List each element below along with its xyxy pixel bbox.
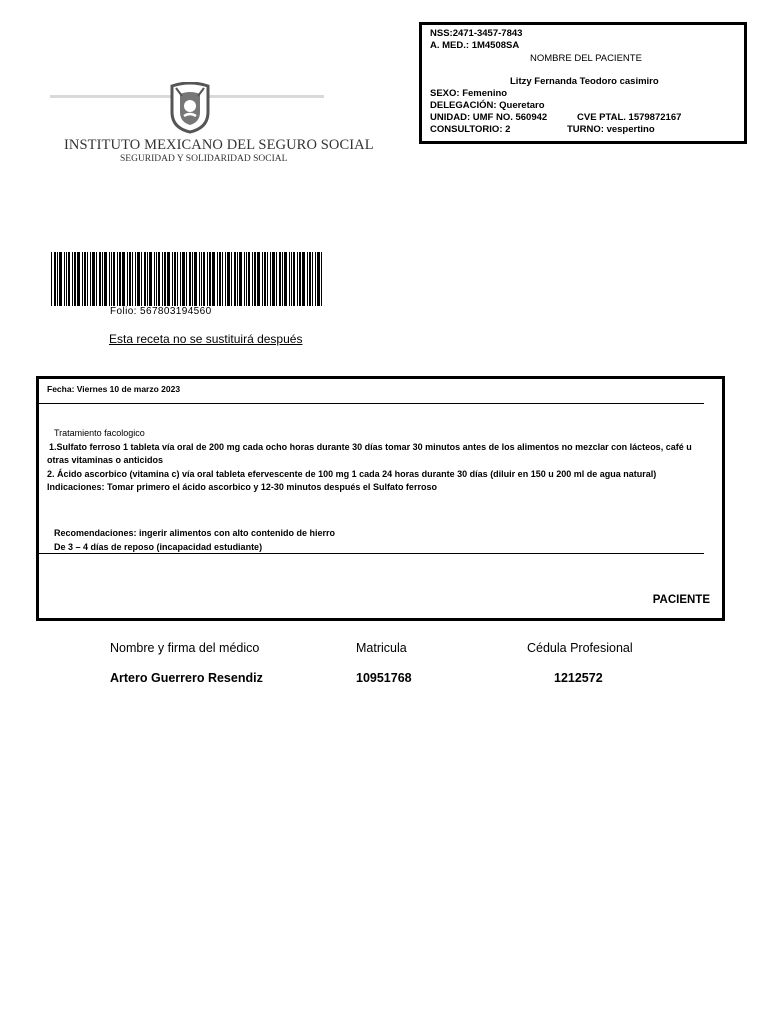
barcode-bar	[244, 252, 245, 306]
barcode-bar	[219, 252, 221, 306]
barcode-bar	[77, 252, 80, 306]
barcode-bar	[68, 252, 70, 306]
barcode-bar	[87, 252, 88, 306]
barcode-bar	[90, 252, 91, 306]
barcode-bar	[299, 252, 301, 306]
barcode-bar	[192, 252, 193, 306]
barcode-bar	[279, 252, 281, 306]
doctor-matricula: 10951768	[356, 671, 412, 685]
prescription-date: Fecha: Viernes 10 de marzo 2023	[47, 384, 181, 394]
barcode-bar	[122, 252, 125, 306]
barcode-bar	[137, 252, 140, 306]
patient-a-med: A. MED.: 1M4508SA	[430, 40, 520, 51]
recommendations: Recomendaciones: ingerir alimentos con alto contenido de hierro	[54, 528, 336, 538]
barcode-bar	[74, 252, 76, 306]
barcode-bar	[82, 252, 83, 306]
treatment-title: Tratamiento facologico	[54, 428, 145, 438]
barcode-bar	[239, 252, 242, 306]
treatment-item-2: 2. Ácido ascorbico (vitamina c) vía oral tableta efervescente de 100 mg 1 cada 24 horas durante 30 días (diluir en 150 u 200 ml de agua natural)	[47, 469, 657, 479]
imss-eagle-emblem-icon	[166, 82, 214, 134]
barcode-bar	[293, 252, 295, 306]
patient-turno: TURNO: vespertino	[567, 124, 655, 135]
barcode-bar	[203, 252, 205, 306]
barcode-bar	[199, 252, 200, 306]
barcode-bar	[307, 252, 308, 306]
barcode-bar	[99, 252, 101, 306]
barcode-bar	[254, 252, 256, 306]
barcode-bar	[189, 252, 191, 306]
barcode-bar	[172, 252, 173, 306]
barcode-bar	[194, 252, 197, 306]
folio-number: Folio: 567803194560	[110, 306, 212, 317]
barcode-bar	[92, 252, 95, 306]
barcode-bar	[102, 252, 103, 306]
barcode-bar	[66, 252, 67, 306]
barcode-bar	[177, 252, 178, 306]
barcode-bar	[113, 252, 115, 306]
matricula-label: Matricula	[356, 641, 407, 655]
patient-cve-ptal: CVE PTAL. 1579872167	[577, 112, 682, 123]
barcode-bar	[154, 252, 155, 306]
barcode-bar	[291, 252, 292, 306]
barcode-bar	[144, 252, 146, 306]
barcode-bar	[234, 252, 236, 306]
barcode-bar	[127, 252, 128, 306]
barcode-bar	[272, 252, 275, 306]
barcode-bar	[317, 252, 320, 306]
barcode-bar	[201, 252, 202, 306]
barcode-bar	[158, 252, 160, 306]
barcode-bar	[222, 252, 223, 306]
barcode-bar	[252, 252, 253, 306]
barcode-bar	[64, 252, 65, 306]
patient-name: Litzy Fernanda Teodoro casimiro	[510, 76, 659, 87]
indications: Indicaciones: Tomar primero el ácido ascorbico y 12-30 minutos después el Sulfato ferroso	[47, 482, 437, 492]
barcode-bar	[207, 252, 208, 306]
prescription-warning: Esta receta no se sustituirá después	[109, 332, 303, 346]
barcode-bar	[276, 252, 277, 306]
imss-logo	[48, 82, 374, 168]
barcode-bar	[174, 252, 176, 306]
barcode-bar	[302, 252, 305, 306]
divider-bottom	[39, 553, 704, 554]
barcode-bar	[84, 252, 86, 306]
patient-sexo: SEXO: Femenino	[430, 88, 508, 99]
doctor-name-label: Nombre y firma del médico	[110, 641, 260, 655]
barcode-bar	[59, 252, 62, 306]
patient-name-label: NOMBRE DEL PACIENTE	[530, 53, 642, 64]
barcode	[50, 252, 326, 306]
barcode-bar	[217, 252, 218, 306]
barcode-bar	[182, 252, 185, 306]
institution-motto: SEGURIDAD Y SOLIDARIDAD SOCIAL	[120, 154, 288, 164]
barcode-bar	[54, 252, 56, 306]
barcode-bar	[51, 252, 52, 306]
treatment-item-1-cont: otras vitaminas o anticidos	[47, 455, 164, 465]
barcode-bar	[312, 252, 313, 306]
patient-unidad: UNIDAD: UMF NO. 560942	[430, 112, 548, 123]
patient-info-box	[419, 22, 747, 144]
rest-days: De 3 – 4 días de reposo (incapacidad estudiante)	[54, 542, 263, 552]
barcode-bar	[309, 252, 311, 306]
barcode-bar	[164, 252, 166, 306]
barcode-bar	[167, 252, 170, 306]
prescription-box	[36, 376, 725, 621]
doctor-name: Artero Guerrero Resendiz	[110, 671, 263, 685]
barcode-bar	[284, 252, 287, 306]
patient-delegacion: DELEGACIÓN: Queretaro	[430, 100, 545, 111]
barcode-bar	[180, 252, 181, 306]
barcode-bar	[231, 252, 232, 306]
barcode-bar	[147, 252, 148, 306]
patient-signature-label: PACIENTE	[652, 594, 710, 606]
barcode-bar	[119, 252, 121, 306]
barcode-bar	[132, 252, 133, 306]
barcode-bar	[257, 252, 260, 306]
barcode-bar	[141, 252, 142, 306]
barcode-bar	[96, 252, 97, 306]
cedula-label: Cédula Profesional	[527, 641, 633, 655]
barcode-bar	[237, 252, 238, 306]
barcode-bar	[104, 252, 107, 306]
barcode-bar	[264, 252, 266, 306]
barcode-bar	[227, 252, 230, 306]
barcode-bar	[282, 252, 283, 306]
barcode-bar	[135, 252, 136, 306]
barcode-bar	[162, 252, 163, 306]
barcode-bar	[156, 252, 157, 306]
doctor-cedula: 1212572	[554, 671, 603, 685]
barcode-bar	[246, 252, 247, 306]
barcode-bar	[315, 252, 316, 306]
barcode-bar	[262, 252, 263, 306]
barcode-bar	[270, 252, 271, 306]
patient-consultorio: CONSULTORIO: 2	[430, 124, 511, 135]
barcode-bar	[209, 252, 211, 306]
barcode-bar	[117, 252, 118, 306]
barcode-bar	[267, 252, 268, 306]
barcode-bar	[321, 252, 322, 306]
barcode-bar	[149, 252, 152, 306]
barcode-bar	[289, 252, 290, 306]
barcode-bar	[111, 252, 112, 306]
treatment-item-1: 1.Sulfato ferroso 1 tableta vía oral de 200 mg cada ocho horas durante 30 días tomar 30 minutos antes de los alimentos no mezclar con lácteos, café u	[49, 442, 692, 452]
barcode-bar	[225, 252, 226, 306]
barcode-bar	[57, 252, 58, 306]
patient-nss: NSS:2471-3457-7843	[430, 28, 523, 39]
barcode-bar	[297, 252, 298, 306]
institution-name: INSTITUTO MEXICANO DEL SEGURO SOCIAL	[64, 137, 374, 153]
barcode-bar	[186, 252, 187, 306]
divider-top	[39, 403, 704, 404]
barcode-bar	[212, 252, 215, 306]
barcode-bar	[72, 252, 73, 306]
barcode-bar	[109, 252, 110, 306]
barcode-bar	[129, 252, 131, 306]
barcode-bar	[248, 252, 250, 306]
